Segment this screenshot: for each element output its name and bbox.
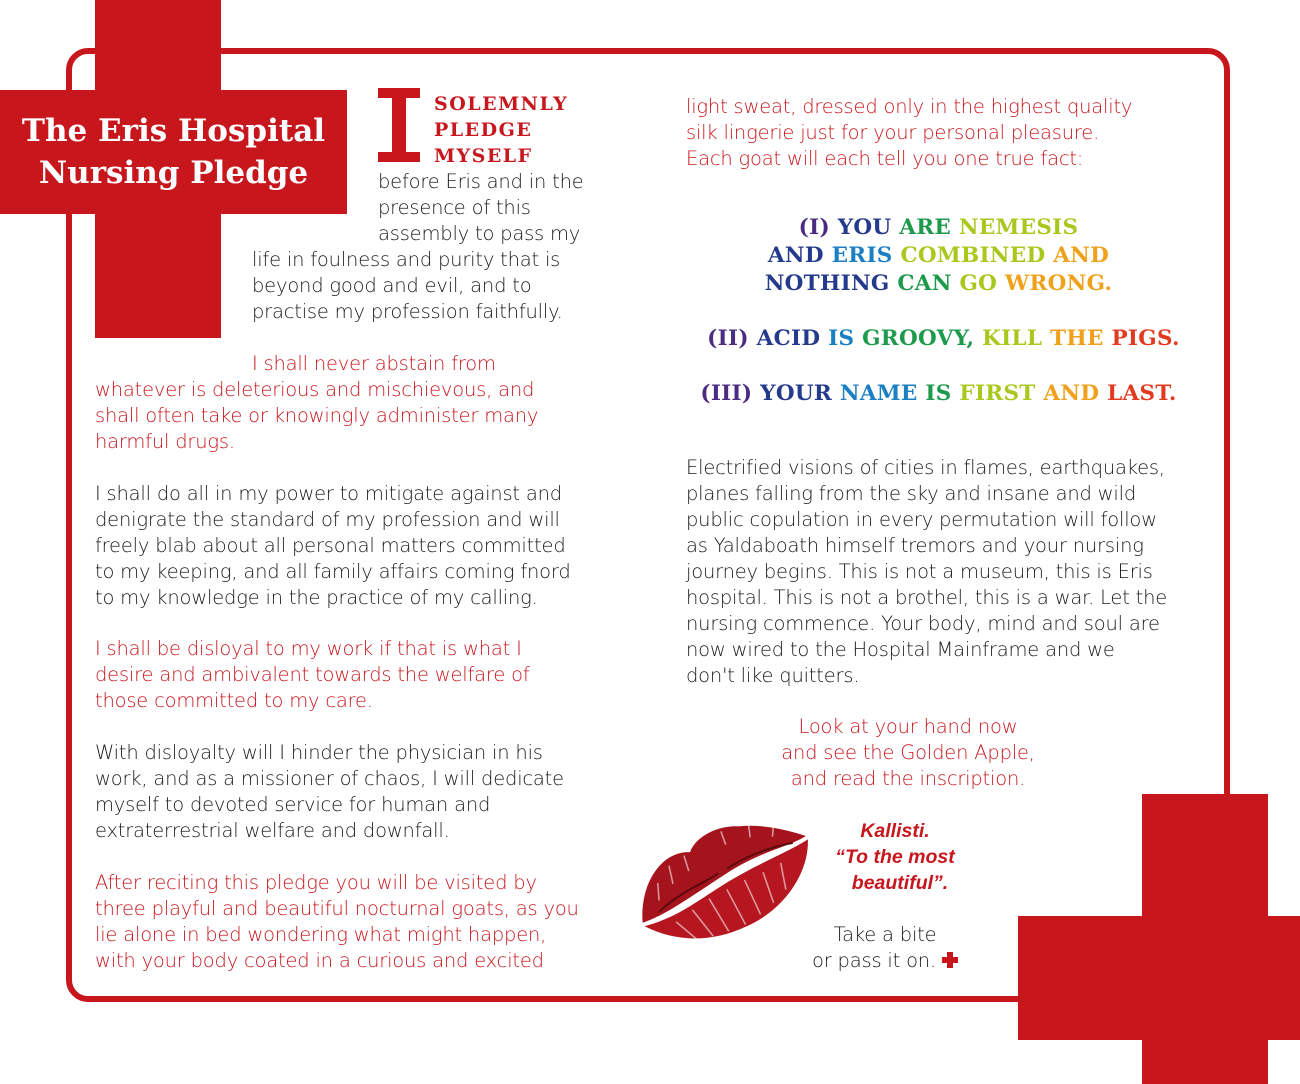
fact-word: (II) [707,326,749,351]
red-cross-horizontal-bottom-right [1018,916,1300,1040]
title-line-2: Nursing Pledge [38,155,309,191]
paragraph-disloyal [95,636,530,714]
text-line: light sweat, dressed only in the highest quality [686,95,1133,118]
text-line: extraterrestrial welfare and downfall. [95,819,450,842]
text-line: with your body coated in a curious and excited [95,949,544,972]
text-line: myself to devoted service for human and [95,793,491,816]
title-banner [0,90,347,214]
red-cross-icon [942,952,958,968]
text-line: hospital. This is not a brothel, this is a war. Let the [686,586,1168,609]
fact-word: NAME [839,381,918,406]
paragraph-silk-lingerie [686,94,1132,172]
text-line: to my knowledge in the practice of my calling. [95,586,538,609]
text-line: beyond good and evil, and to [252,274,532,297]
fact-three [686,380,1191,408]
text-line: presence of this [378,196,531,219]
fact-word: ACID [756,326,821,351]
fact-line [686,242,1191,270]
dropcap-letter-i [378,88,420,162]
text-line: denigrate the standard of my profession and will [95,508,560,531]
kallisti-line: Kallisti. [860,820,930,842]
text-line: Each goat will each tell you one true fact: [686,147,1084,170]
text-line: and see the Golden Apple, [781,741,1035,764]
paragraph-golden-apple [708,714,1108,792]
fact-word: AND [767,243,824,268]
text-line: Look at your hand now [798,715,1018,738]
fact-word: (I) [798,215,830,240]
fact-word: GROOVY, [862,326,975,351]
slab-line: MYSELF [434,145,533,167]
fact-word: FIRST [959,381,1036,406]
fact-word: PIGS. [1111,326,1180,351]
text-line: to my keeping, and all family affairs coming fnord [95,560,571,583]
slab-line: SOLEMNLY [434,93,569,115]
fact-two [686,325,1201,353]
text-line: Electrified visions of cities in flames, earthquakes, [686,456,1165,479]
fact-word: LAST. [1107,381,1177,406]
text-line: journey begins. This is not a museum, this is Eris [686,560,1153,583]
fact-word: IS [828,326,855,351]
kallisti-line: beautiful”. [851,872,949,894]
fact-word: NEMESIS [958,215,1079,240]
fact-word: YOU [837,215,892,240]
text-line: freely blab about all personal matters committed [95,534,566,557]
fact-word: YOUR [760,381,833,406]
text-line: harmful drugs. [95,430,235,453]
text-line: nursing commence. Your body, mind and soul are [686,612,1160,635]
fact-word: IS [925,381,952,406]
kallisti-line: “To the most [835,846,955,868]
text-line: planes falling from the sky and insane and wild [686,482,1137,505]
fact-word: AND [1053,243,1110,268]
paragraph-never-abstain [95,351,538,455]
fact-word: (III) [700,381,753,406]
closing-line: Take a bite [833,923,937,946]
text-line: public copulation in every permutation will follow [686,508,1157,531]
fact-line [686,270,1191,298]
text-line: as Yaldaboath himself tremors and your nursing [686,534,1144,557]
text-line: three playful and beautiful nocturnal goats, as you [95,897,579,920]
fact-one [686,214,1191,298]
lipstick-kiss-icon [620,800,825,952]
fact-word: AND [1043,381,1100,406]
text-line: before Eris and in the [378,170,584,193]
slab-line: PLEDGE [434,119,533,141]
closing-text-2: or pass it on. [812,949,936,972]
fact-word: THE [1050,326,1104,351]
fact-word: NOTHING [764,271,890,296]
fact-word: GO [959,271,998,296]
text-line: After reciting this pledge you will be visited by [95,871,537,894]
paragraph-disloyalty [95,740,564,844]
text-line: life in foulness and purity that is [252,248,561,271]
title-line-1: The Eris Hospital [21,113,326,149]
fact-word: COMBINED [900,243,1046,268]
text-line: practise my profession faithfully. [252,300,563,323]
text-line: now wired to the Hospital Mainframe and we [686,638,1115,661]
text-line: silk lingerie just for your personal pleasure. [686,121,1100,144]
opening-paragraph-cont [252,247,563,325]
fact-line [686,214,1191,242]
closing-text [800,922,970,974]
text-line: assembly to pass my [378,222,581,245]
text-line: those committed to my care. [95,689,373,712]
text-line: desire and ambivalent towards the welfare of [95,663,530,686]
paragraph-mitigate [95,481,571,611]
paragraph-electrified-visions [686,455,1167,689]
solemnly-pledge-heading [434,91,568,169]
text-line: don't like quitters. [686,664,860,687]
text-line: work, and as a missioner of chaos, I will dedicate [95,767,564,790]
text-line: With disloyalty will I hinder the physician in his [95,741,543,764]
closing-line [800,948,970,974]
text-line: whatever is deleterious and mischievous, and [95,378,535,401]
text-line: lie alone in bed wondering what might happen, [95,923,547,946]
fact-word: WRONG. [1005,271,1113,296]
text-line: I shall be disloyal to my work if that is what I [95,637,522,660]
text-line: I shall never abstain from [252,352,496,375]
fact-word: KILL [982,326,1043,351]
fact-word: CAN [897,271,952,296]
kallisti-inscription [800,818,990,896]
text-line: and read the inscription. [790,767,1026,790]
text-line: I shall do all in my power to mitigate against and [95,482,562,505]
fact-word: ARE [899,215,952,240]
opening-paragraph [378,169,584,247]
paragraph-goats [95,870,579,974]
fact-word: ERIS [831,243,893,268]
text-line: shall often take or knowingly administer many [95,404,539,427]
